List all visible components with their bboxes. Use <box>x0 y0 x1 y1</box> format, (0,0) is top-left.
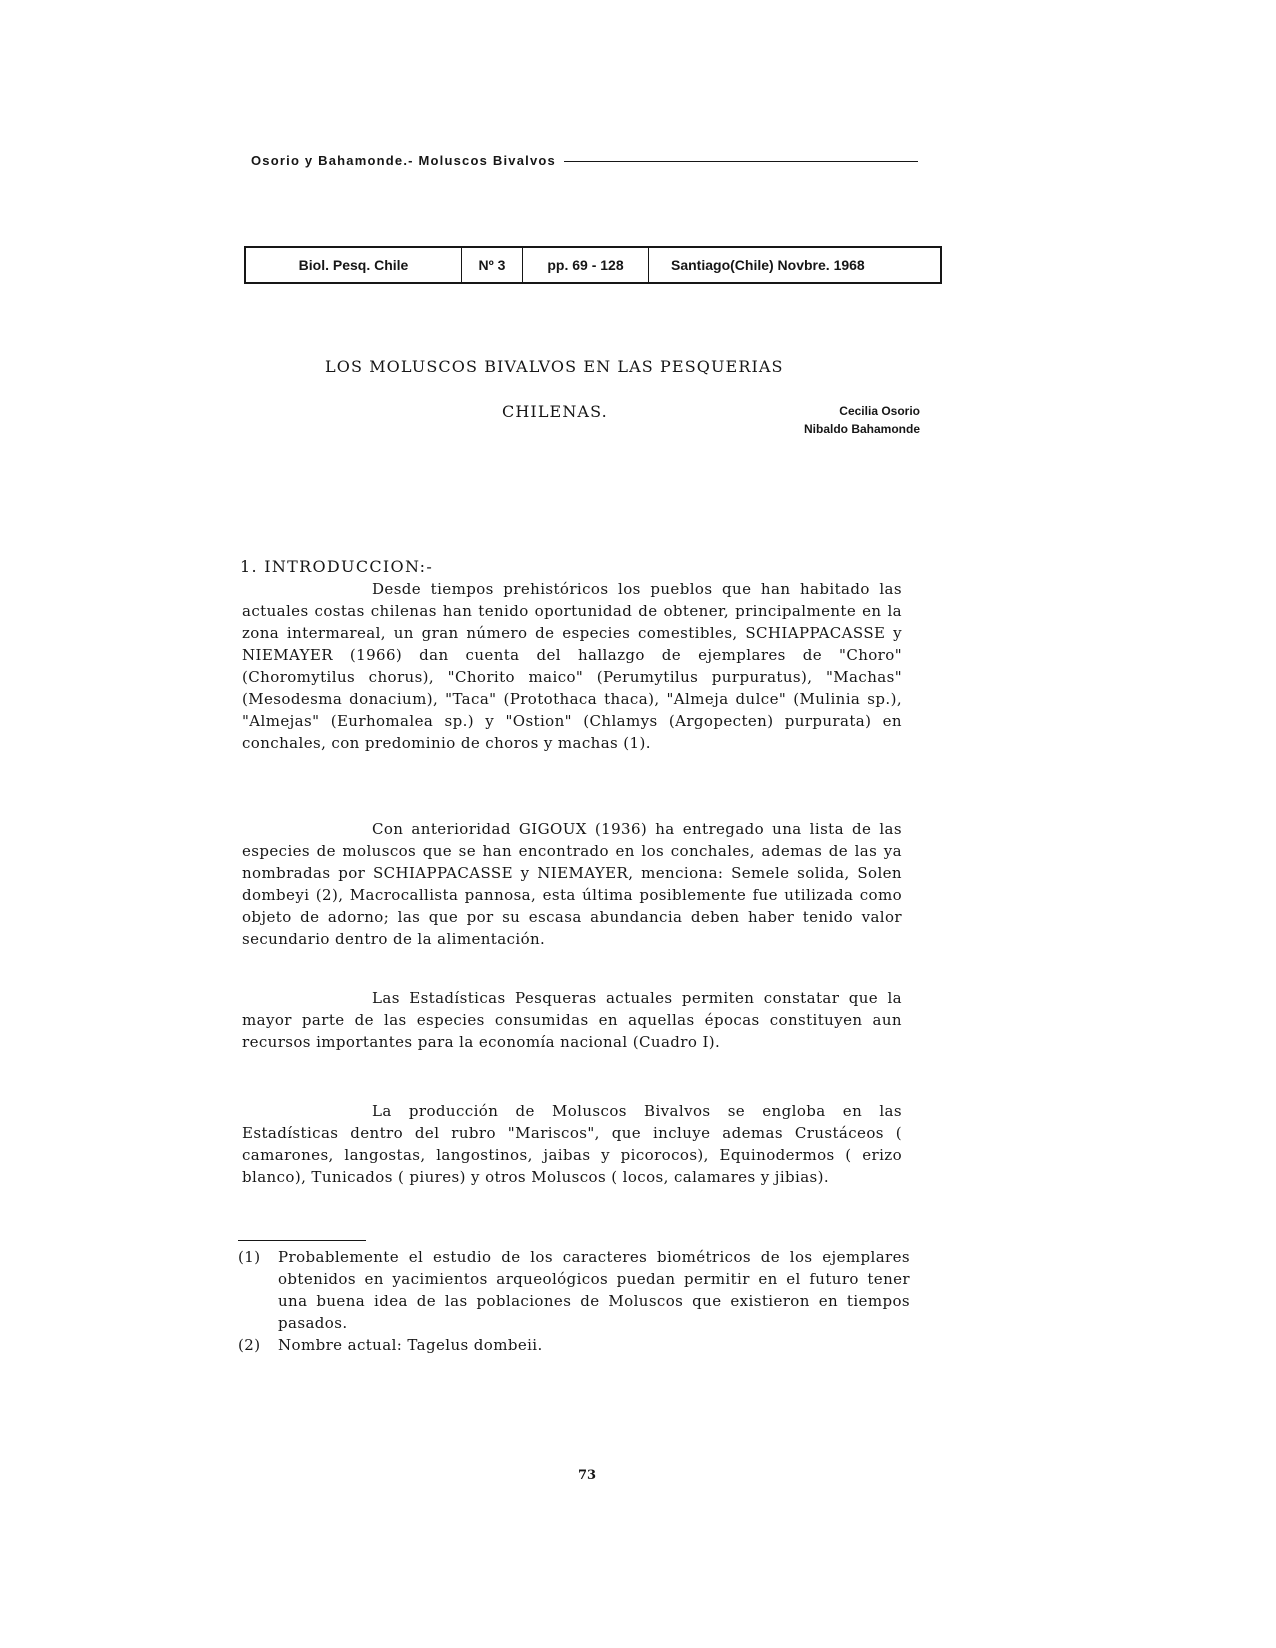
authors <box>780 402 920 438</box>
section-heading: 1. INTRODUCCION:- <box>240 557 434 576</box>
article-title-line2: CHILENAS. <box>502 402 608 421</box>
footnote-separator <box>238 1240 366 1241</box>
body-paragraph: Las Estadísticas Pesqueras actuales permiten constatar que la mayor parte de las especies consumidas en aquellas épocas constituyen aun recursos importantes para la economía nacional (Cuadro I). <box>242 989 902 1051</box>
body-paragraph: Con anterioridad GIGOUX (1936) ha entregado una lista de las especies de moluscos que se han encontrado en los conchales, ademas de las ya nombradas por SCHIAPPACASSE y NIEMAYER, menciona: Semele solida, Solen dombeyi (2), Macrocallista pannosa, esta última posiblemente fue utilizada como objeto de adorno; las que por su escasa abundancia deben haber tenido valor secundario dentro de la alimentación. <box>242 820 902 948</box>
body-paragraph: Desde tiempos prehistóricos los pueblos que han habitado las actuales costas chilenas han tenido oportunidad de obtener, principalmente en la zona intermareal, un gran número de especies comestibles, SCHIAPPACASSE y NIEMAYER (1966) dan cuenta del hallazgo de ejemplares de "Choro" (Choromytilus chorus), "Chorito maico" (Perumytilus purpuratus), "Machas" (Mesodesma donacium), "Taca" (Protothaca thaca), "Almeja dulce" (Mulinia sp.), "Almejas" (Eurhomalea sp.) y "Ostion" (Chlamys (Argopecten) purpurata) en conchales, con predominio de choros y machas (1). <box>242 580 902 752</box>
author-name: Nibaldo Bahamonde <box>803 422 920 436</box>
running-head <box>251 153 951 168</box>
footnote-text: Nombre actual: Tagelus dombeii. <box>278 1336 543 1354</box>
citation-box <box>244 246 942 284</box>
footnote-mark: (1) <box>238 1248 261 1266</box>
footnote-text: Probablemente el estudio de los caracteres biométricos de los ejemplares obtenidos en yacimientos arqueológicos puedan permitir en el futuro tener una buena idea de las poblaciones de Moluscos que existieron en tiempos pasados. <box>278 1248 910 1332</box>
author-name: Cecilia Osorio <box>839 404 920 418</box>
page-number: 73 <box>578 1468 597 1483</box>
footnotes <box>238 1246 910 1356</box>
article-title-line1: LOS MOLUSCOS BIVALVOS EN LAS PESQUERIAS <box>325 357 784 376</box>
citation-number: Nº 3 <box>462 247 523 283</box>
citation-place-date: Santiago(Chile) Novbre. 1968 <box>649 247 942 283</box>
body-paragraph: La producción de Moluscos Bivalvos se engloba en las Estadísticas dentro del rubro "Mariscos", que incluye ademas Crustáceos ( camarones, langostas, langostinos, jaibas y picorocos), Equinodermos ( erizo blanco), Tunicados ( piures) y otros Moluscos ( locos, calamares y jibias). <box>242 1102 902 1186</box>
running-head-text: Osorio y Bahamonde.- Moluscos Bivalvos <box>251 153 556 168</box>
footnote <box>238 1246 910 1334</box>
footnote-mark: (2) <box>238 1336 261 1354</box>
running-head-rule <box>564 161 918 162</box>
citation-journal: Biol. Pesq. Chile <box>245 247 462 283</box>
footnote <box>238 1334 910 1356</box>
citation-pages: pp. 69 - 128 <box>523 247 649 283</box>
